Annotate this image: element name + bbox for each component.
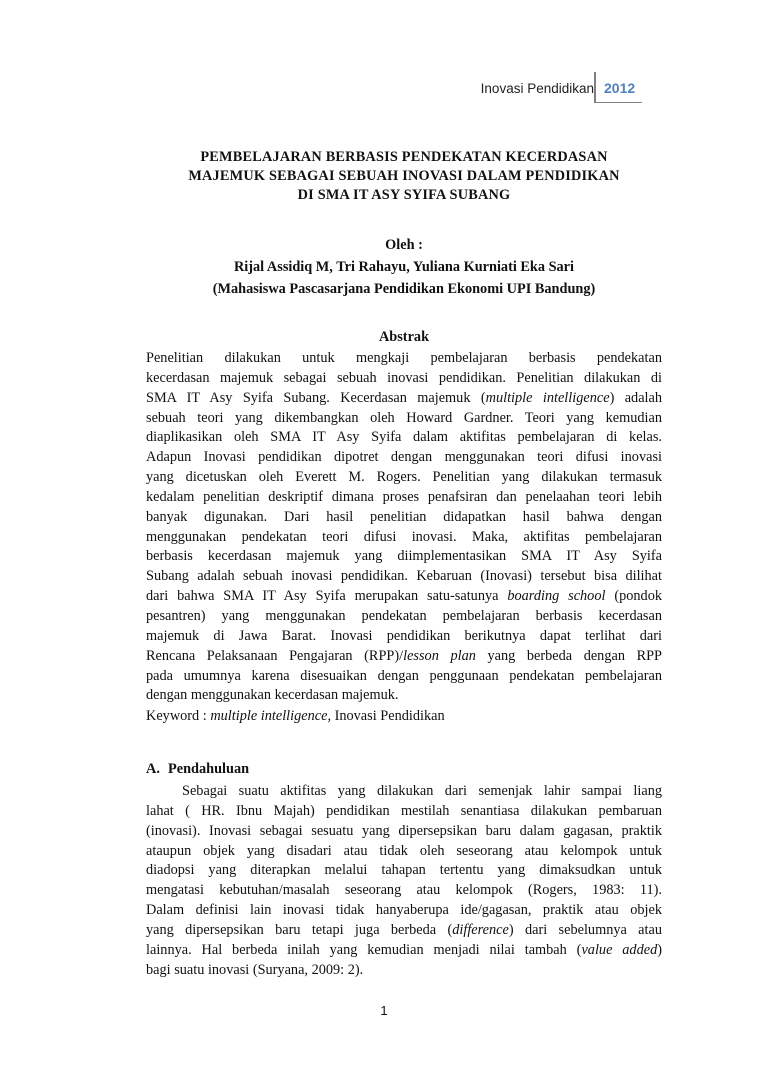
text-segment: yang dipersepsikan baru tetapi juga berbeda ( <box>146 921 453 938</box>
text-segment: majemuk di Jawa Barat. Inovasi pendidikan berikutnya dapat terlihat dari <box>146 627 662 644</box>
text-line <box>146 488 662 508</box>
text-line <box>146 369 662 389</box>
keywords <box>146 708 445 725</box>
abstract-text <box>146 349 662 706</box>
text-segment: ataupun objek yang disadari atau tidak oleh seseorang atau kelompok untuk <box>146 842 662 859</box>
authors: Rijal Assidiq M, Tri Rahayu, Yuliana Kurniati Eka Sari <box>233 259 575 275</box>
header-divider <box>594 72 596 102</box>
italic-term: difference <box>452 921 509 938</box>
text-line <box>146 409 662 429</box>
text-segment: lahat ( HR. Ibnu Majah) pendidikan mestilah senantiasa dilakukan pembaruan <box>146 802 662 819</box>
italic-term: multiple intelligence <box>485 389 610 406</box>
text-line <box>146 607 662 627</box>
text-line <box>146 647 662 667</box>
title-line: PEMBELAJARAN BERBASIS PENDEKATAN KECERDASAN <box>200 149 608 165</box>
text-line <box>146 587 662 607</box>
text-line <box>146 961 662 981</box>
journal-name: Inovasi Pendidikan <box>480 81 594 96</box>
text-segment: bagi suatu inovasi (Suryana, 2009: 2). <box>146 961 364 978</box>
text-line <box>146 861 662 881</box>
text-line <box>146 349 662 369</box>
text-segment: (inovasi). Inovasi sebagai sesuatu yang dipersepsikan baru dalam gagasan, praktik <box>146 822 662 839</box>
italic-term: value added <box>581 941 658 958</box>
text-segment: yang berbeda dengan RPP <box>475 647 662 664</box>
text-segment: sebuah teori yang dikembangkan oleh Howard Gardner. Teori yang kemudian <box>146 409 662 426</box>
title-line: DI SMA IT ASY SYIFA SUBANG <box>297 187 511 203</box>
text-line <box>146 389 662 409</box>
text-segment: diadopsi yang diterapkan melalui tahapan tertentu yang dimaksudkan untuk <box>146 862 662 879</box>
text-line <box>146 528 662 548</box>
header-underline <box>594 102 642 103</box>
text-line <box>146 448 662 468</box>
text-segment: yang dicetuskan oleh Everett M. Rogers. Penelitian yang dilakukan termasuk <box>146 469 662 486</box>
text-segment: Adapun Inovasi pendidikan dipotret dengan menggunakan teori difusi inovasi <box>146 449 662 466</box>
text-segment: kedalam penelitian deskriptif dimana proses penafsiran dan penelaahan teori lebih <box>146 488 662 505</box>
keyword-italic: multiple intelligence, <box>210 708 332 724</box>
text-segment: menggunakan pendekatan teori difusi inovasi. Maka, aktifitas pembelajaran <box>146 528 662 545</box>
text-line <box>146 881 662 901</box>
text-line <box>146 941 662 961</box>
page-number: 1 <box>380 1003 388 1018</box>
text-segment: ) <box>657 941 662 958</box>
text-line <box>146 822 662 842</box>
text-segment: Dalam definisi lain inovasi tidak hanyaberupa ide/gagasan, praktik atau objek <box>146 902 662 919</box>
text-line <box>146 686 662 706</box>
paper-title <box>146 148 662 205</box>
text-segment: Penelitian dilakukan untuk mengkaji pembelajaran berbasis pendekatan <box>146 350 662 366</box>
text-line <box>146 567 662 587</box>
italic-term: lesson plan <box>403 647 476 664</box>
text-segment: (pondok <box>605 588 662 605</box>
text-segment: SMA IT Asy Syifa Subang. Kecerdasan majemuk ( <box>146 389 486 406</box>
text-line <box>146 921 662 941</box>
text-segment: berbasis kecerdasan majemuk yang diimplementasikan SMA IT Asy Syifa <box>146 548 662 565</box>
text-line <box>146 468 662 488</box>
text-line <box>146 842 662 862</box>
section-title: Pendahuluan <box>168 761 250 777</box>
journal-year: 2012 <box>604 80 636 96</box>
text-segment: Subang adalah sebuah inovasi pendidikan. Kebaruan (Inovasi) tersebut bisa dilihat <box>146 568 662 585</box>
text-segment: dengan menggunakan kecerdasan majemuk. <box>146 687 399 704</box>
text-segment: pada umumnya karena disesuaikan dengan penggunaan pendekatan pembelajaran <box>146 667 662 684</box>
text-segment: Sebagai suatu aktifitas yang dilakukan dari semenjak lahir sampai liang <box>182 783 662 799</box>
text-line <box>146 428 662 448</box>
text-line <box>146 667 662 687</box>
text-line <box>146 508 662 528</box>
text-line <box>146 782 662 802</box>
running-header <box>420 72 642 104</box>
text-line <box>146 802 662 822</box>
section-heading <box>146 761 249 778</box>
text-segment: mengatasi kebutuhan/masalah seseorang atau kelompok (Rogers, 1983: 11). <box>146 882 662 899</box>
italic-term: boarding school <box>507 588 606 605</box>
keyword-rest: Inovasi Pendidikan <box>331 708 445 724</box>
text-segment: diaplikasikan oleh SMA IT Asy Syifa dalam aktifitas pembelajaran di kelas. <box>146 429 662 446</box>
text-segment: ) adalah <box>609 389 662 406</box>
text-segment: banyak digunakan. Dari hasil penelitian didapatkan hasil bahwa dengan <box>146 508 662 525</box>
text-line <box>146 901 662 921</box>
text-segment: Rencana Pelaksanaan Pengajaran (RPP)/ <box>146 647 404 664</box>
abstract-heading: Abstrak <box>378 329 430 345</box>
keyword-label: Keyword : <box>146 708 211 724</box>
text-segment: dari bahwa SMA IT Asy Syifa merupakan satu-satunya <box>146 588 508 605</box>
section-number: A. <box>146 761 160 777</box>
text-line <box>146 627 662 647</box>
oleh-label: Oleh : <box>385 237 423 253</box>
text-line <box>146 547 662 567</box>
section-body <box>146 782 662 980</box>
text-segment: lainnya. Hal berbeda inilah yang kemudian menjadi nilai tambah ( <box>146 941 582 958</box>
byline <box>146 234 662 300</box>
affiliation: (Mahasiswa Pascasarjana Pendidikan Ekonomi UPI Bandung) <box>212 281 596 297</box>
text-segment: pesantren) yang menggunakan pendekatan pembelajaran berbasis kecerdasan <box>146 607 662 624</box>
text-segment: ) dari sebelumnya atau <box>508 921 662 938</box>
text-segment: kecerdasan majemuk sebagai sebuah inovasi pendidikan. Penelitian dilakukan di <box>146 369 662 386</box>
title-line: MAJEMUK SEBAGAI SEBUAH INOVASI DALAM PENDIDIKAN <box>188 168 620 184</box>
